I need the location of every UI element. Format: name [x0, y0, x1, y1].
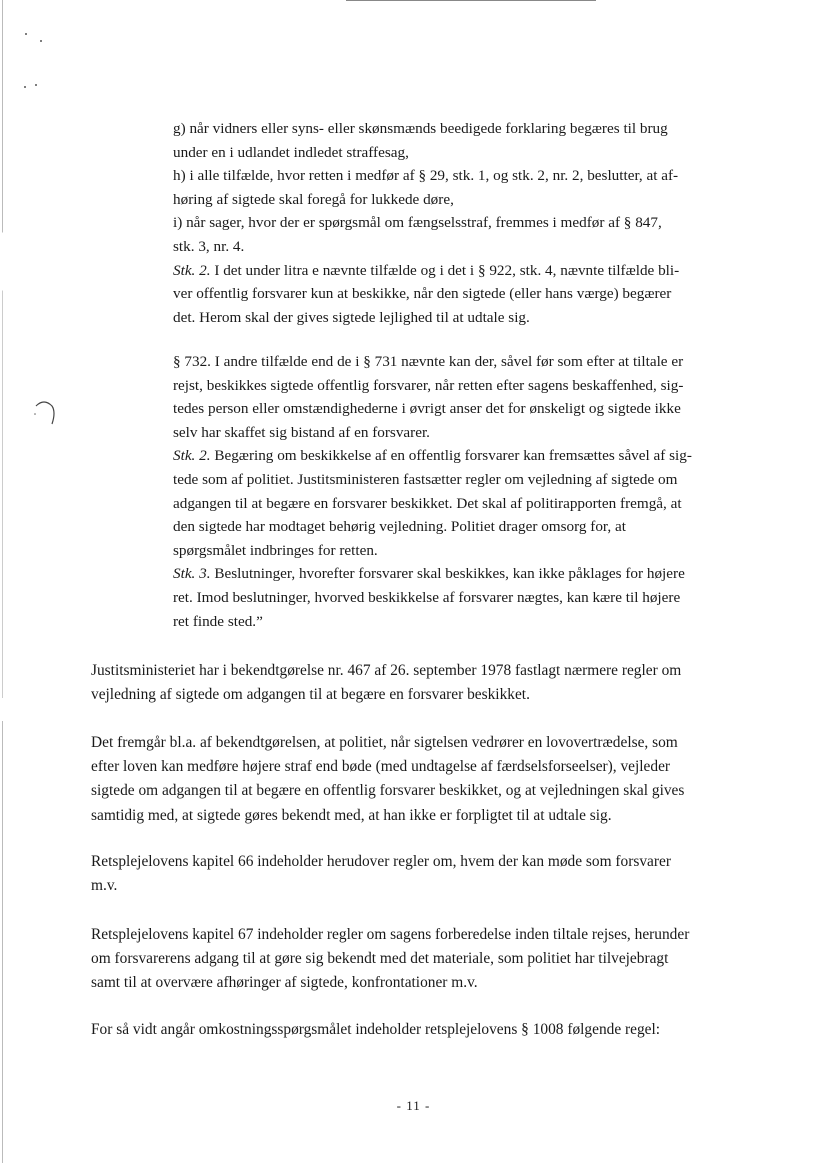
paragraph-line: Retsplejelovens kapitel 66 indeholder herudover regler om, hvem der kan møde som forsvarer [91, 853, 671, 870]
paragraph-omkostninger [91, 1018, 751, 1042]
quote-line: under en i udlandet indledet straffesag, [173, 143, 409, 161]
paragraph-bekendtgoerelse [91, 659, 751, 707]
quote-line: adgangen til at begære en forsvarer beskikket. Det skal af politirapporten fremgå, at [173, 494, 682, 512]
scan-artifact-left-edge [2, 0, 3, 1163]
quote-section-732 [173, 350, 753, 633]
paragraph-line: vejledning af sigtede om adgangen til at begære en forsvarer beskikket. [91, 686, 530, 704]
quote-line: Begæring om beskikkelse af en offentlig forsvarer kan fremsættes såvel af sig- [210, 447, 692, 465]
paragraph-line: Justitsministeriet har i bekendtgørelse nr. 467 af 26. september 1978 fastlagt nærmere regler om [91, 662, 682, 679]
quote-line: I det under litra e nævnte tilfælde og i det i § 922, stk. 4, nævnte tilfælde bli- [210, 261, 680, 279]
quote-item-i [173, 211, 753, 258]
stk-label: Stk. 2. [173, 261, 211, 279]
quote-stk2 [173, 259, 753, 330]
quote-line: ret. Imod beslutninger, hvorved beskikkelse af forsvarer nægtes, kan kære til højere [173, 588, 681, 606]
paragraph-line: om forsvarerens adgang til at gøre sig bekendt med det materiale, som politiet har tilvejebragt [91, 950, 669, 968]
page-number: - 11 - [396, 1098, 431, 1113]
quote-line: Beslutninger, hvorefter forsvarer skal beskikkes, kan ikke påklages for højere [210, 565, 685, 583]
paragraph-vejledning [91, 731, 751, 828]
quote-line: § 732. I andre tilfælde end de i § 731 nævnte kan der, såvel før som efter at tiltale er [173, 353, 684, 370]
quote-line: ver offentlig forsvarer kun at beskikke, når den sigtede (eller hans værge) begærer [173, 285, 672, 303]
quote-line: g) når vidners eller syns- eller skønsmænds beedigede forklaring begæres til brug [173, 120, 668, 137]
quote-line: spørgsmålet indbringes for retten. [173, 541, 378, 559]
scan-speck [40, 40, 42, 42]
quote-line: den sigtede har modtaget behørig vejledning. Politiet drager omsorg for, at [173, 518, 626, 536]
stk-label: Stk. 3. [173, 565, 211, 583]
quote-line: høring af sigtede skal foregå for lukkede døre, [173, 190, 454, 208]
paragraph-line: efter loven kan medføre højere straf end bøde (med undtagelse af færdselsforseelser), vejleder [91, 758, 671, 776]
quote-item-g [173, 117, 753, 164]
scan-speck [24, 86, 26, 88]
quote-section-731 [173, 117, 753, 329]
quote-item-h [173, 164, 753, 211]
quote-line: selv har skaffet sig bistand af en forsvarer. [173, 423, 430, 441]
quote-line: det. Herom skal der gives sigtede lejlighed til at udtale sig. [173, 308, 530, 326]
quote-732-main [173, 350, 753, 444]
scan-speck [25, 33, 27, 35]
paragraph-line: Det fremgår bl.a. af bekendtgørelsen, at politiet, når sigtelsen vedrører en lovovertrædelse, som [91, 734, 678, 751]
quote-line: i) når sager, hvor der er spørgsmål om fængselsstraf, fremmes i medfør af § 847, [173, 214, 662, 232]
quote-line: tedes person eller omstændighederne i øvrigt anser det for ønskeligt og sigtede ikke [173, 400, 681, 418]
scan-speck [35, 84, 37, 86]
quote-line: rejst, beskikkes sigtede offentlig forsvarer, når retten efter sagens beskaffenhed, sig- [173, 376, 684, 394]
paragraph-line: m.v. [91, 877, 118, 895]
paragraph-line: samtidig med, at sigtede gøres bekendt med, at han ikke er forpligtet til at udtale sig. [91, 806, 612, 824]
quote-732-stk2 [173, 444, 753, 562]
scan-artifact-top-line [346, 0, 596, 1]
quote-line: tede som af politiet. Justitsministeren fastsætter regler om vejledning af sigtede om [173, 470, 678, 488]
quote-line: stk. 3, nr. 4. [173, 237, 245, 255]
paragraph-kapitel-67 [91, 923, 751, 996]
paragraph-line: For så vidt angår omkostningsspørgsmålet indeholder retsplejelovens § 1008 følgende regel: [91, 1021, 661, 1038]
quote-line: ret finde sted.” [173, 612, 263, 630]
hole-punch-mark-icon [32, 398, 56, 426]
paragraph-line: sigtede om adgangen til at begære en offentlig forsvarer beskikket, og at vejledningen skal gives [91, 782, 685, 800]
paragraph-kapitel-66 [91, 850, 751, 898]
stk-label: Stk. 2. [173, 447, 211, 465]
paragraph-line: Retsplejelovens kapitel 67 indeholder regler om sagens forberedelse inden tiltale rejses, herunder [91, 926, 690, 943]
quote-732-stk3 [173, 562, 753, 633]
quote-line: h) i alle tilfælde, hvor retten i medfør af § 29, stk. 1, og stk. 2, nr. 2, beslutter, at af- [173, 167, 679, 185]
paragraph-line: samt til at overvære afhøringer af sigtede, konfrontationer m.v. [91, 974, 478, 992]
